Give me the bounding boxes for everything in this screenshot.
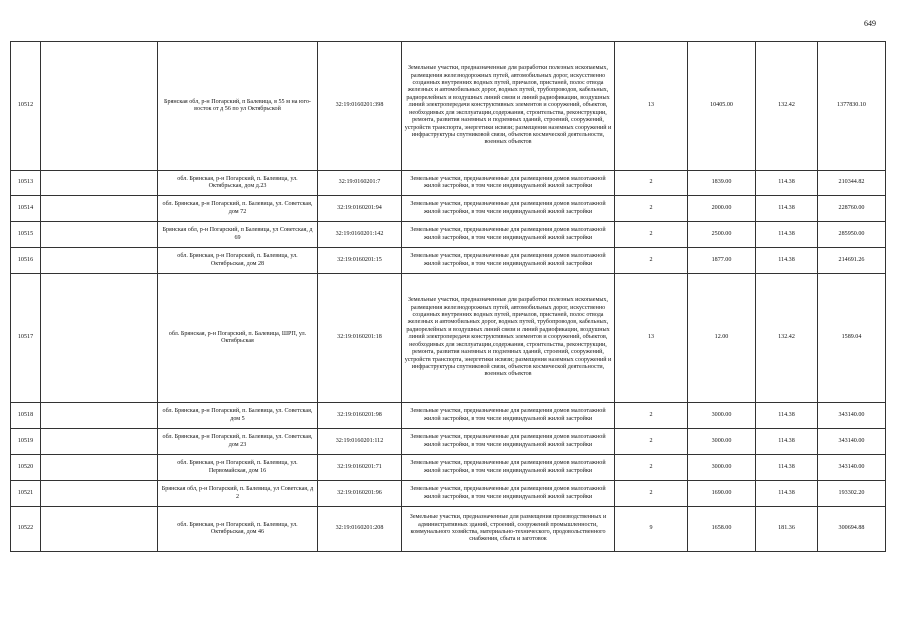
group-cell: 2	[615, 196, 688, 222]
row-id: 10515	[11, 222, 41, 248]
blank-cell	[41, 507, 158, 552]
address-cell: Брянская обл, р-н Погарский, п. Балевица, ул Советская, д 2	[158, 481, 318, 507]
blank-cell	[41, 222, 158, 248]
row-id: 10518	[11, 403, 41, 429]
land-use-cell: Земельные участки, предназначенные для разработки полезных ископаемых, размещения железнодорожных путей, автомобильных дорог, искусственно созданных внутренних водных путей, причалов, пристаней, полос отвода железных и автомобильных дорог, водных путей, трубопроводов, кабельных, радиорелейных и воздушных линий связи и линий радиофикации, воздушных линий электропередачи конструктивных элементов и сооружений, объектов, необходимых для эксплуатации,содержания, строительства, реконструкции, ремонта, развития наземных и подземных зданий, строений, сооружений, устройств транспорта, энергетики исвязи; размещения наземных сооружений и инфраструктуры спутниковой связи, объектов космической деятельности, военных объектов	[402, 42, 615, 171]
area-cell: 3000.00	[688, 403, 756, 429]
blank-cell	[41, 274, 158, 403]
cadastral-number-cell: 32:19:0160201:98	[318, 403, 402, 429]
land-use-cell: Земельные участки, предназначенные для размещения домов малоэтажной жилой застройки, в том числе индивидуальной жилой застройки	[402, 171, 615, 196]
cadastral-number-cell: 32:19:0160201:15	[318, 248, 402, 274]
group-cell: 2	[615, 429, 688, 455]
table-row	[11, 274, 886, 403]
cadastre-table	[10, 41, 886, 552]
row-id: 10521	[11, 481, 41, 507]
rate-cell: 114.38	[756, 429, 818, 455]
row-id: 10512	[11, 42, 41, 171]
cadastral-number-cell: 32:19:0160201:18	[318, 274, 402, 403]
rate-cell: 181.36	[756, 507, 818, 552]
cadastral-number-cell: 32:19:0160201:398	[318, 42, 402, 171]
area-cell: 2500.00	[688, 222, 756, 248]
group-cell: 2	[615, 403, 688, 429]
land-use-cell: Земельные участки, предназначенные для размещения домов малоэтажной жилой застройки, в том числе индивидуальной жилой застройки	[402, 196, 615, 222]
value-cell: 1589.04	[818, 274, 886, 403]
table-row	[11, 42, 886, 171]
area-cell: 1658.00	[688, 507, 756, 552]
address-cell: обл. Брянская, р-н Погарский, п. Балевица, ШРП, ул. Октябрьская	[158, 274, 318, 403]
blank-cell	[41, 42, 158, 171]
area-cell: 1877.00	[688, 248, 756, 274]
area-cell: 12.00	[688, 274, 756, 403]
value-cell: 343140.00	[818, 455, 886, 481]
table-row	[11, 171, 886, 196]
blank-cell	[41, 455, 158, 481]
land-use-cell: Земельные участки, предназначенные для размещения производственных и административных зданий, строений, сооружений промышленности, коммунального хозяйства, материально-технического, продовольственного снабжения, сбыта и заготовок	[402, 507, 615, 552]
cadastral-number-cell: 32:19:0160201:94	[318, 196, 402, 222]
table-row	[11, 429, 886, 455]
blank-cell	[41, 429, 158, 455]
value-cell: 228760.00	[818, 196, 886, 222]
land-use-cell: Земельные участки, предназначенные для размещения домов малоэтажной жилой застройки, в том числе индивидуальной жилой застройки	[402, 481, 615, 507]
row-id: 10520	[11, 455, 41, 481]
land-use-cell: Земельные участки, предназначенные для размещения домов малоэтажной жилой застройки, в том числе индивидуальной жилой застройки	[402, 403, 615, 429]
land-use-cell: Земельные участки, предназначенные для размещения домов малоэтажной жилой застройки, в том числе индивидуальной жилой застройки	[402, 455, 615, 481]
rate-cell: 114.38	[756, 403, 818, 429]
cadastral-number-cell: 32:19:0160201:96	[318, 481, 402, 507]
area-cell: 10405.00	[688, 42, 756, 171]
land-use-cell: Земельные участки, предназначенные для размещения домов малоэтажной жилой застройки, в том числе индивидуальной жилой застройки	[402, 222, 615, 248]
address-cell: обл. Брянская, р-н Погарский, п. Балевица, ул. Октябрьская, дом 28	[158, 248, 318, 274]
address-cell: обл. Брянская, р-н Погарский, п. Балевица, ул. Октябрьская, дом 46	[158, 507, 318, 552]
group-cell: 13	[615, 42, 688, 171]
table-row	[11, 196, 886, 222]
row-id: 10522	[11, 507, 41, 552]
area-cell: 3000.00	[688, 429, 756, 455]
land-use-cell: Земельные участки, предназначенные для размещения домов малоэтажной жилой застройки, в том числе индивидуальной жилой застройки	[402, 248, 615, 274]
rate-cell: 114.38	[756, 171, 818, 196]
value-cell: 214691.26	[818, 248, 886, 274]
cadastral-number-cell: 32:19:0160201:142	[318, 222, 402, 248]
rate-cell: 114.38	[756, 196, 818, 222]
table-row	[11, 248, 886, 274]
rate-cell: 114.38	[756, 222, 818, 248]
group-cell: 2	[615, 455, 688, 481]
blank-cell	[41, 248, 158, 274]
group-cell: 2	[615, 248, 688, 274]
blank-cell	[41, 403, 158, 429]
address-cell: Брянская обл, р-н Погарский, п Балевица, ул Советская, д 69	[158, 222, 318, 248]
rate-cell: 114.38	[756, 248, 818, 274]
group-cell: 2	[615, 171, 688, 196]
rate-cell: 132.42	[756, 274, 818, 403]
cadastral-number-cell: 32:19:0160201:112	[318, 429, 402, 455]
address-cell: обл. Брянская, р-н Погарский, п. Балевица, ул. Советская, дом 5	[158, 403, 318, 429]
rate-cell: 114.38	[756, 481, 818, 507]
value-cell: 193302.20	[818, 481, 886, 507]
address-cell: обл. Брянская, р-н Погарский, п. Балевица, ул. Октябрьская, дом д.23	[158, 171, 318, 196]
area-cell: 1690.00	[688, 481, 756, 507]
blank-cell	[41, 171, 158, 196]
table-row	[11, 222, 886, 248]
row-id: 10513	[11, 171, 41, 196]
row-id: 10516	[11, 248, 41, 274]
row-id: 10514	[11, 196, 41, 222]
rate-cell: 114.38	[756, 455, 818, 481]
area-cell: 1839.00	[688, 171, 756, 196]
value-cell: 343140.00	[818, 403, 886, 429]
area-cell: 2000.00	[688, 196, 756, 222]
group-cell: 13	[615, 274, 688, 403]
value-cell: 1377830.10	[818, 42, 886, 171]
address-cell: обл. Брянская, р-н Погарский, п. Балевица, ул. Первомайская, дом 16	[158, 455, 318, 481]
value-cell: 210344.82	[818, 171, 886, 196]
value-cell: 343140.00	[818, 429, 886, 455]
group-cell: 9	[615, 507, 688, 552]
table-row	[11, 455, 886, 481]
table-row	[11, 507, 886, 552]
page-number: 649	[864, 19, 876, 28]
cadastral-number-cell: 32:19:0160201:71	[318, 455, 402, 481]
area-cell: 3000.00	[688, 455, 756, 481]
land-use-cell: Земельные участки, предназначенные для разработки полезных ископаемых, размещения железнодорожных путей, автомобильных дорог, искусственно созданных внутренних водных путей, причалов, пристаней, полос отвода железных и автомобильных дорог, водных путей, трубопроводов, кабельных, радиорелейных и воздушных линий связи и линий радиофикации, воздушных линий электропередачи конструктивных элементов и сооружений, объектов, необходимых для эксплуатации,содержания, строительства, реконструкции, ремонта, развития наземных и подземных зданий, строений, сооружений, устройств транспорта, энергетики исвязи; размещения наземных сооружений и инфраструктуры спутниковой связи, объектов космической деятельности, военных объектов	[402, 274, 615, 403]
address-cell: обл. Брянская, р-н Погарский, п. Балевица, ул. Советская, дом 72	[158, 196, 318, 222]
row-id: 10519	[11, 429, 41, 455]
table-row	[11, 481, 886, 507]
rate-cell: 132.42	[756, 42, 818, 171]
cadastral-number-cell: 32:19:0160201:7	[318, 171, 402, 196]
group-cell: 2	[615, 222, 688, 248]
table-body	[11, 42, 886, 552]
value-cell: 300694.88	[818, 507, 886, 552]
blank-cell	[41, 196, 158, 222]
value-cell: 285950.00	[818, 222, 886, 248]
land-use-cell: Земельные участки, предназначенные для размещения домов малоэтажной жилой застройки, в том числе индивидуальной жилой застройки	[402, 429, 615, 455]
blank-cell	[41, 481, 158, 507]
table-row	[11, 403, 886, 429]
row-id: 10517	[11, 274, 41, 403]
address-cell: обл. Брянская, р-н Погарский, п. Балевица, ул. Советская, дом 23	[158, 429, 318, 455]
address-cell: Брянская обл, р-н Погарский, п Балевица, в 55 м на юго-восток от д 56 по ул Октябрьской	[158, 42, 318, 171]
cadastral-number-cell: 32:19:0160201:208	[318, 507, 402, 552]
group-cell: 2	[615, 481, 688, 507]
